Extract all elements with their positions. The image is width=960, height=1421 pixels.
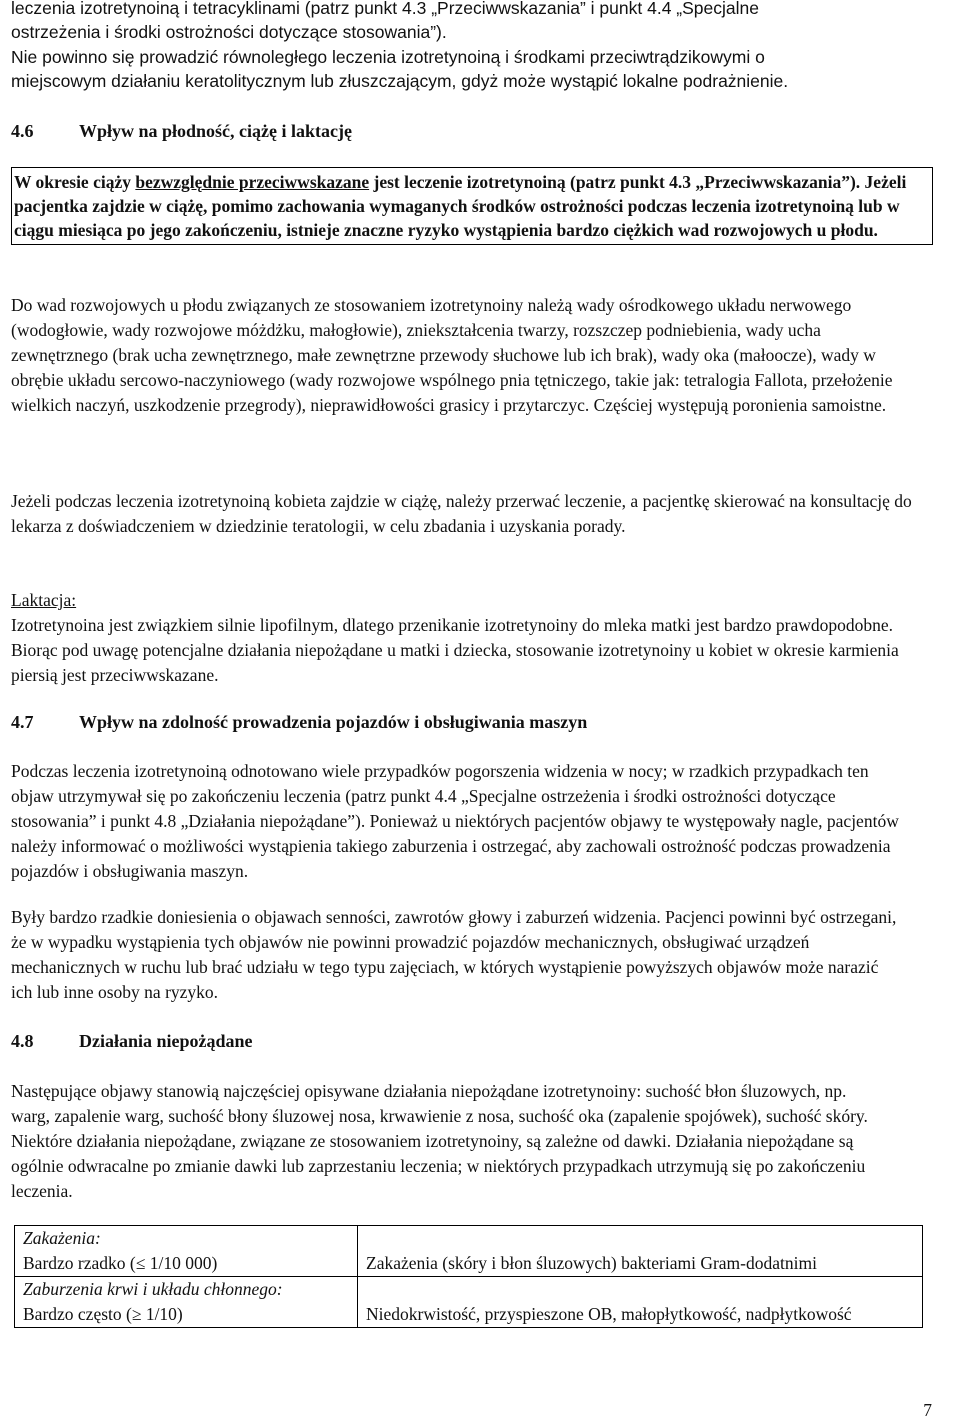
adverse-effects-table: [14, 1225, 923, 1328]
driving-paragraph-1: Podczas leczenia izotretynoiną odnotowano wiele przypadków pogorszenia widzenia w nocy; w rzadkich przypadkach ten objaw utrzymywał się po zakończeniu leczenia (patrz punkt 4.4 „Specjalne ostrzeżenia i środki ostrożności dotyczące stosowania” i punkt 4.8 „Działania niepożądane”). Ponieważ u niektórych pacjentów objawy te występowały nagle, pacjentów należy informować o możliwości wystąpienia takiego zaburzenia i ostrzegać, aby zachowali ostrożność podczas prowadzenia pojazdów i obsługiwania maszyn.: [11, 761, 899, 881]
table-cell: [358, 1226, 923, 1277]
section-title: Działania niepożądane: [79, 1031, 253, 1051]
section-title: Wpływ na płodność, ciążę i laktację: [79, 121, 352, 141]
table-cell: [15, 1277, 358, 1328]
effect-text: Zakażenia (skóry i błon śluzowych) bakteriami Gram-dodatnimi: [366, 1253, 817, 1273]
frequency-label: Bardzo często (≥ 1/10): [23, 1304, 183, 1324]
warning-text: W okresie ciąży: [14, 172, 136, 192]
warning-text-rest: jest leczenie izotretynoiną (patrz punkt 4.3 „Przeciwwskazania”). Jeżeli pacjentka zajdzie w ciążę, pomimo zachowania wymaganych środków ostrożności podczas leczenia izotretynoiną lub w ciągu miesiąca po jego zakończeniu, istnieje znaczne ryzyko wystąpienia bardzo ciężkich wad rozwojowych u płodu.: [14, 172, 907, 240]
section-number: 4.7: [11, 712, 34, 732]
section-title: Wpływ na zdolność prowadzenia pojazdów i obsługiwania maszyn: [79, 712, 588, 732]
page-number: 7: [923, 1400, 932, 1420]
table-cell: [358, 1277, 923, 1328]
pregnancy-warning-box: [11, 167, 933, 245]
section-4-8-heading: [11, 1029, 253, 1053]
category-label: Zaburzenia krwi i układu chłonnego:: [23, 1279, 283, 1299]
top-paragraph: [11, 0, 941, 93]
table-row: [15, 1277, 923, 1328]
text-line: Nie powinno się prowadzić równoległego leczenia izotretynoiną i środkami przeciwtrądzikowymi o: [11, 47, 765, 67]
text-line: ostrzeżenia i środki ostrożności dotyczące stosowania”).: [11, 22, 447, 42]
category-label: Zakażenia:: [23, 1228, 101, 1248]
section-number: 4.6: [11, 121, 34, 141]
lactation-text: Izotretynoina jest związkiem silnie lipofilnym, dlatego przenikanie izotretynoiny do mleka matki jest bardzo prawdopodobne. Biorąc pod uwagę potencjalne działania niepożądane u matki i dziecka, stosowanie izotretynoiny u kobiet w okresie karmienia piersią jest przeciwwskazane.: [11, 615, 899, 685]
text-line: leczenia izotretynoiną i tetracyklinami (patrz punkt 4.3 „Przeciwwskazania” i punkt 4.4 „Specjalne: [11, 0, 759, 18]
lactation-section: [11, 588, 916, 688]
text-line: miejscowym działaniu keratolitycznym lub złuszczającym, gdyż może wystąpić lokalne podrażnienie.: [11, 71, 789, 91]
table-cell: [15, 1226, 358, 1277]
effect-text: Niedokrwistość, przyspieszone OB, małopłytkowość, nadpłytkowość: [366, 1304, 852, 1324]
section-number: 4.8: [11, 1031, 34, 1051]
section-4-7-heading: [11, 710, 587, 734]
section-4-6-heading: [11, 119, 352, 143]
pregnancy-action-paragraph: Jeżeli podczas leczenia izotretynoiną kobieta zajdzie w ciążę, należy przerwać leczenie, a pacjentkę skierować na konsultację do lekarza z doświadczeniem w dziedzinie teratologii, w celu zbadania i uzyskania porady.: [11, 491, 912, 536]
frequency-label: Bardzo rzadko (≤ 1/10 000): [23, 1253, 218, 1273]
warning-emphasis: bezwzględnie przeciwwskazane: [135, 172, 370, 192]
table-row: [15, 1226, 923, 1277]
driving-paragraph-2: Były bardzo rzadkie doniesienia o objawach senności, zawrotów głowy i zaburzeń widzenia. Pacjenci powinni być ostrzegani, że w wypadku wystąpienia tych objawów nie powinni prowadzić pojazdów mechanicznych, obsługiwać urządzeń mechanicznych w ruchu lub brać udziału w tego typu zajęciach, w których wystąpienie powyższych objawów może narazić ich lub inne osoby na ryzyko.: [11, 907, 897, 1002]
malformations-paragraph: Do wad rozwojowych u płodu związanych ze stosowaniem izotretynoiny należą wady ośrodkowego układu nerwowego (wodogłowie, wady rozwojowe móżdżku, małogłowie), zniekształcenia twarzy, rozszczep podniebienia, wady ucha zewnętrznego (brak ucha zewnętrznego, małe zewnętrzne przewody słuchowe lub ich brak), wady oka (małoocze), wady w obrębie układu sercowo-naczyniowego (wady rozwojowe wspólnego pnia tętniczego, takie jak: tetralogia Fallota, przełożenie wielkich naczyń, uszkodzenie przegrody), nieprawidłowości grasicy i przytarczyc. Częściej występują poronienia samoistne.: [11, 295, 893, 415]
lactation-label: Laktacja:: [11, 590, 77, 610]
adverse-effects-paragraph: Następujące objawy stanowią najczęściej opisywane działania niepożądane izotretynoiny: suchość błon śluzowych, np. warg, zapalenie warg, suchość błony śluzowej nosa, krwawienie z nosa, suchość oka (zapalenie spojówek), suchość skóry. Niektóre działania niepożądane, związane ze stosowaniem izotretynoiny, są zależne od dawki. Działania niepożądane są ogólnie odwracalne po zmianie dawki lub zaprzestaniu leczenia; w niektórych przypadkach utrzymują się po zakończeniu leczenia.: [11, 1081, 868, 1201]
